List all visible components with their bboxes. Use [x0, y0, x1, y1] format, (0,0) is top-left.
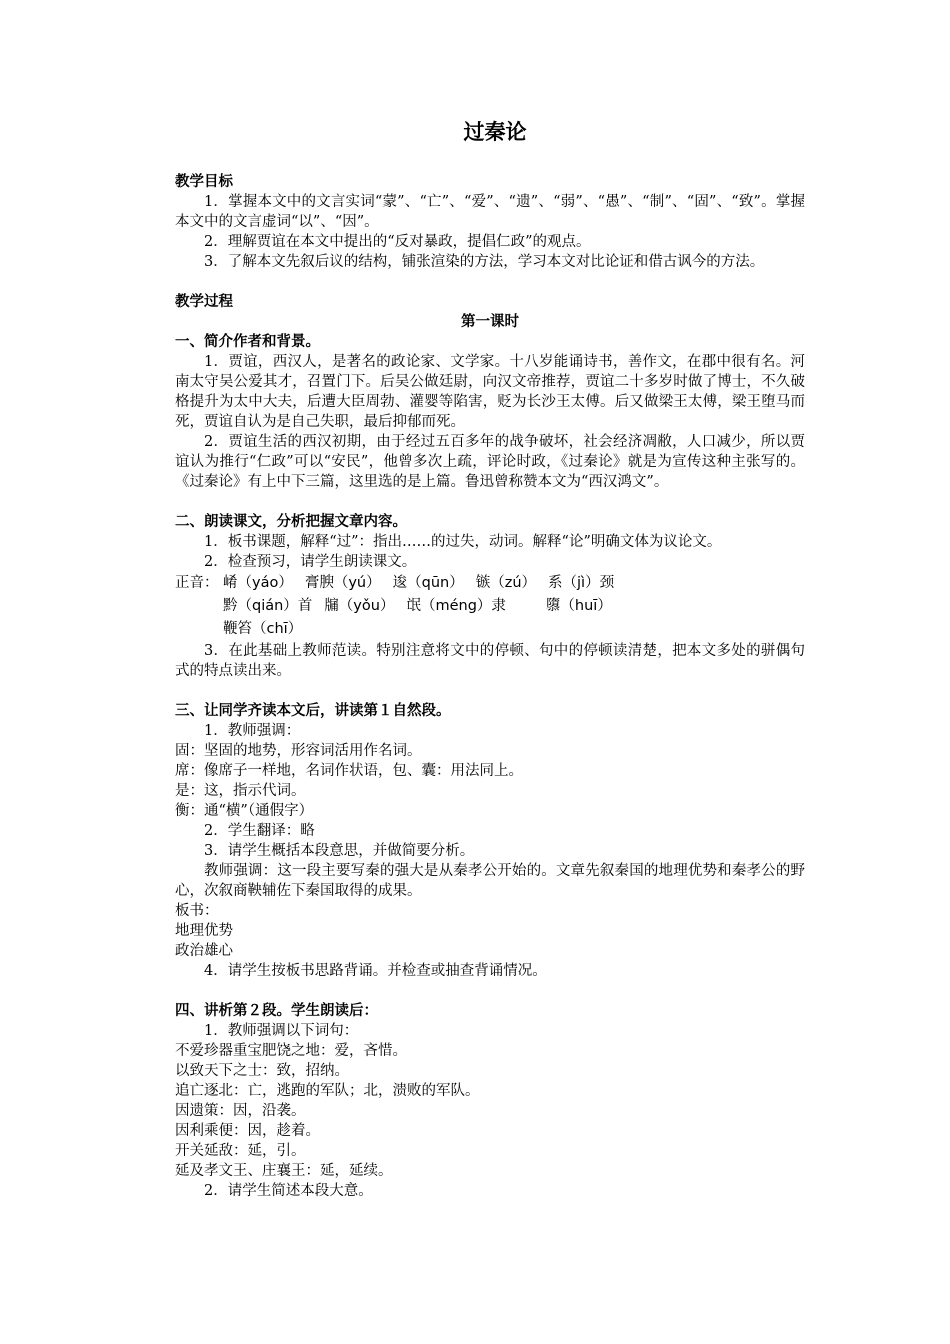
- pronunciation-label: 正音：: [175, 575, 219, 591]
- spacer: [175, 492, 805, 512]
- section-heading: 三、让同学齐读本文后，讲读第１自然段。: [175, 703, 451, 719]
- line: 衡：通“横”（通假字）: [175, 803, 314, 819]
- document-title: 过秦论: [463, 120, 527, 144]
- line: 不爱珍器重宝肥饶之地：爱，吝惜。: [175, 1043, 407, 1059]
- pronunciation-row: [175, 572, 805, 595]
- spacer: [175, 272, 805, 292]
- board-item: 政治雄心: [175, 943, 233, 959]
- line: 3．请学生概括本段意思，并做简要分析。: [204, 843, 475, 859]
- pronunciation-item: 黔（qián）首: [223, 598, 313, 614]
- paragraph: 1．贾谊，西汉人，是著名的政论家、文学家。十八岁能诵诗书，善作文，在郡中很有名。河南太守吴公爱其才，召置门下。后吴公做廷尉，向汉文帝推荐，贾谊二十多岁时做了博士，不久破格提升为太中大夫，后遭大臣周勃、灌婴等陷害，贬为长沙王太傅。后又做梁王太傅，梁王堕马而死，贾谊自认为是自己失职，最后抑郁而死。: [175, 354, 805, 430]
- teaching-goals-heading: 教学目标: [175, 174, 233, 190]
- teaching-goals-section: [175, 172, 805, 272]
- board-item: 地理优势: [175, 923, 233, 939]
- line: 2．请学生简述本段大意。: [204, 1183, 373, 1199]
- pronunciation-item: 崤（yáo）: [223, 575, 293, 591]
- line: 1．教师强调：: [204, 723, 301, 739]
- line: 4．请学生按板书思路背诵。并检查或抽查背诵情况。: [204, 963, 547, 979]
- paragraph: 教师强调：这一段主要写秦的强大是从秦孝公开始的。文章先叙秦国的地理优势和秦孝公的野心，次叙商鞅辅佐下秦国取得的成果。: [175, 863, 805, 899]
- pronunciation-item: 系（jì）颈: [548, 575, 615, 591]
- teaching-process-heading: 教学过程: [175, 294, 233, 310]
- spacer: [175, 981, 805, 1001]
- pronunciation-item: 牖（yǒu）: [324, 598, 395, 614]
- pronunciation-item: 逡（qūn）: [392, 575, 464, 591]
- line: 固：坚固的地势，形容词活用作名词。: [175, 743, 422, 759]
- goal-item: 1．掌握本文中的文言实词“蒙”、“亡”、“爱”、“遗”、“弱”、“愚”、“制”、“固”、“致”。掌握本文中的文言虚词“以”、“因”。: [175, 194, 805, 230]
- line: 是：这，指示代词。: [175, 783, 306, 799]
- pronunciation-row: [175, 595, 805, 618]
- paragraph: 2．贾谊生活的西汉初期，由于经过五百多年的战争破坏，社会经济凋敝，人口减少，所以贾谊认为推行“仁政”可以“安民”，他曾多次上疏，评论时政，《过秦论》就是为宣传这种主张写的。《过秦论》有上中下三篇，这里选的是上篇。鲁迅曾称赞本文为“西汉鸿文”。: [175, 434, 805, 490]
- board-label: 板书：: [175, 903, 219, 919]
- goal-item: 2．理解贾谊在本文中提出的“反对暴政，提倡仁政”的观点。: [204, 234, 591, 250]
- goal-item: 3．了解本文先叙后议的结构，铺张渲染的方法，学习本文对比论证和借古讽今的方法。: [204, 254, 765, 270]
- section-heading: 四、讲析第２段。学生朗读后：: [175, 1003, 378, 1019]
- line: 因利乘便：因，趁着。: [175, 1123, 320, 1139]
- pronunciation-item: 膏腴（yú）: [304, 575, 381, 591]
- line: 1．教师强调以下词句：: [204, 1023, 359, 1039]
- pronunciation-item: 鞭笞（chī）: [223, 621, 303, 637]
- teaching-process-section: [175, 292, 805, 1201]
- line: 2．学生翻译：略: [204, 823, 315, 839]
- line: 席：像席子一样地，名词作状语，包、囊：用法同上。: [175, 763, 523, 779]
- spacer: [175, 681, 805, 701]
- document-body: [175, 118, 805, 1201]
- pronunciation-item: 隳（huī）: [545, 598, 612, 614]
- line: 因遗策：因，沿袭。: [175, 1103, 306, 1119]
- section-heading: 一、简介作者和背景。: [175, 334, 320, 350]
- pronunciation-item: 氓（méng）隶: [406, 598, 506, 614]
- line: 以致天下之士：致，招纳。: [175, 1063, 349, 1079]
- paragraph: 3．在此基础上教师范读。特别注意将文中的停顿、句中的停顿读清楚，把本文多处的骈偶句式的特点读出来。: [175, 643, 805, 679]
- paragraph: 1．板书课题，解释“过”：指出……的过失，动词。解释“论”明确文体为议论文。: [204, 534, 722, 550]
- section-heading: 二、朗读课文，分析把握文章内容。: [175, 514, 407, 530]
- pronunciation-block: [175, 572, 805, 641]
- lesson-heading: 第一课时: [461, 314, 519, 330]
- pronunciation-item: 镞（zú）: [475, 575, 537, 591]
- pronunciation-row: [175, 618, 805, 641]
- line: 延及孝文王、庄襄王：延，延续。: [175, 1163, 393, 1179]
- line: 追亡逐北：亡，逃跑的军队；北，溃败的军队。: [175, 1083, 480, 1099]
- line: 开关延敌：延，引。: [175, 1143, 306, 1159]
- paragraph: 2．检查预习，请学生朗读课文。: [204, 554, 417, 570]
